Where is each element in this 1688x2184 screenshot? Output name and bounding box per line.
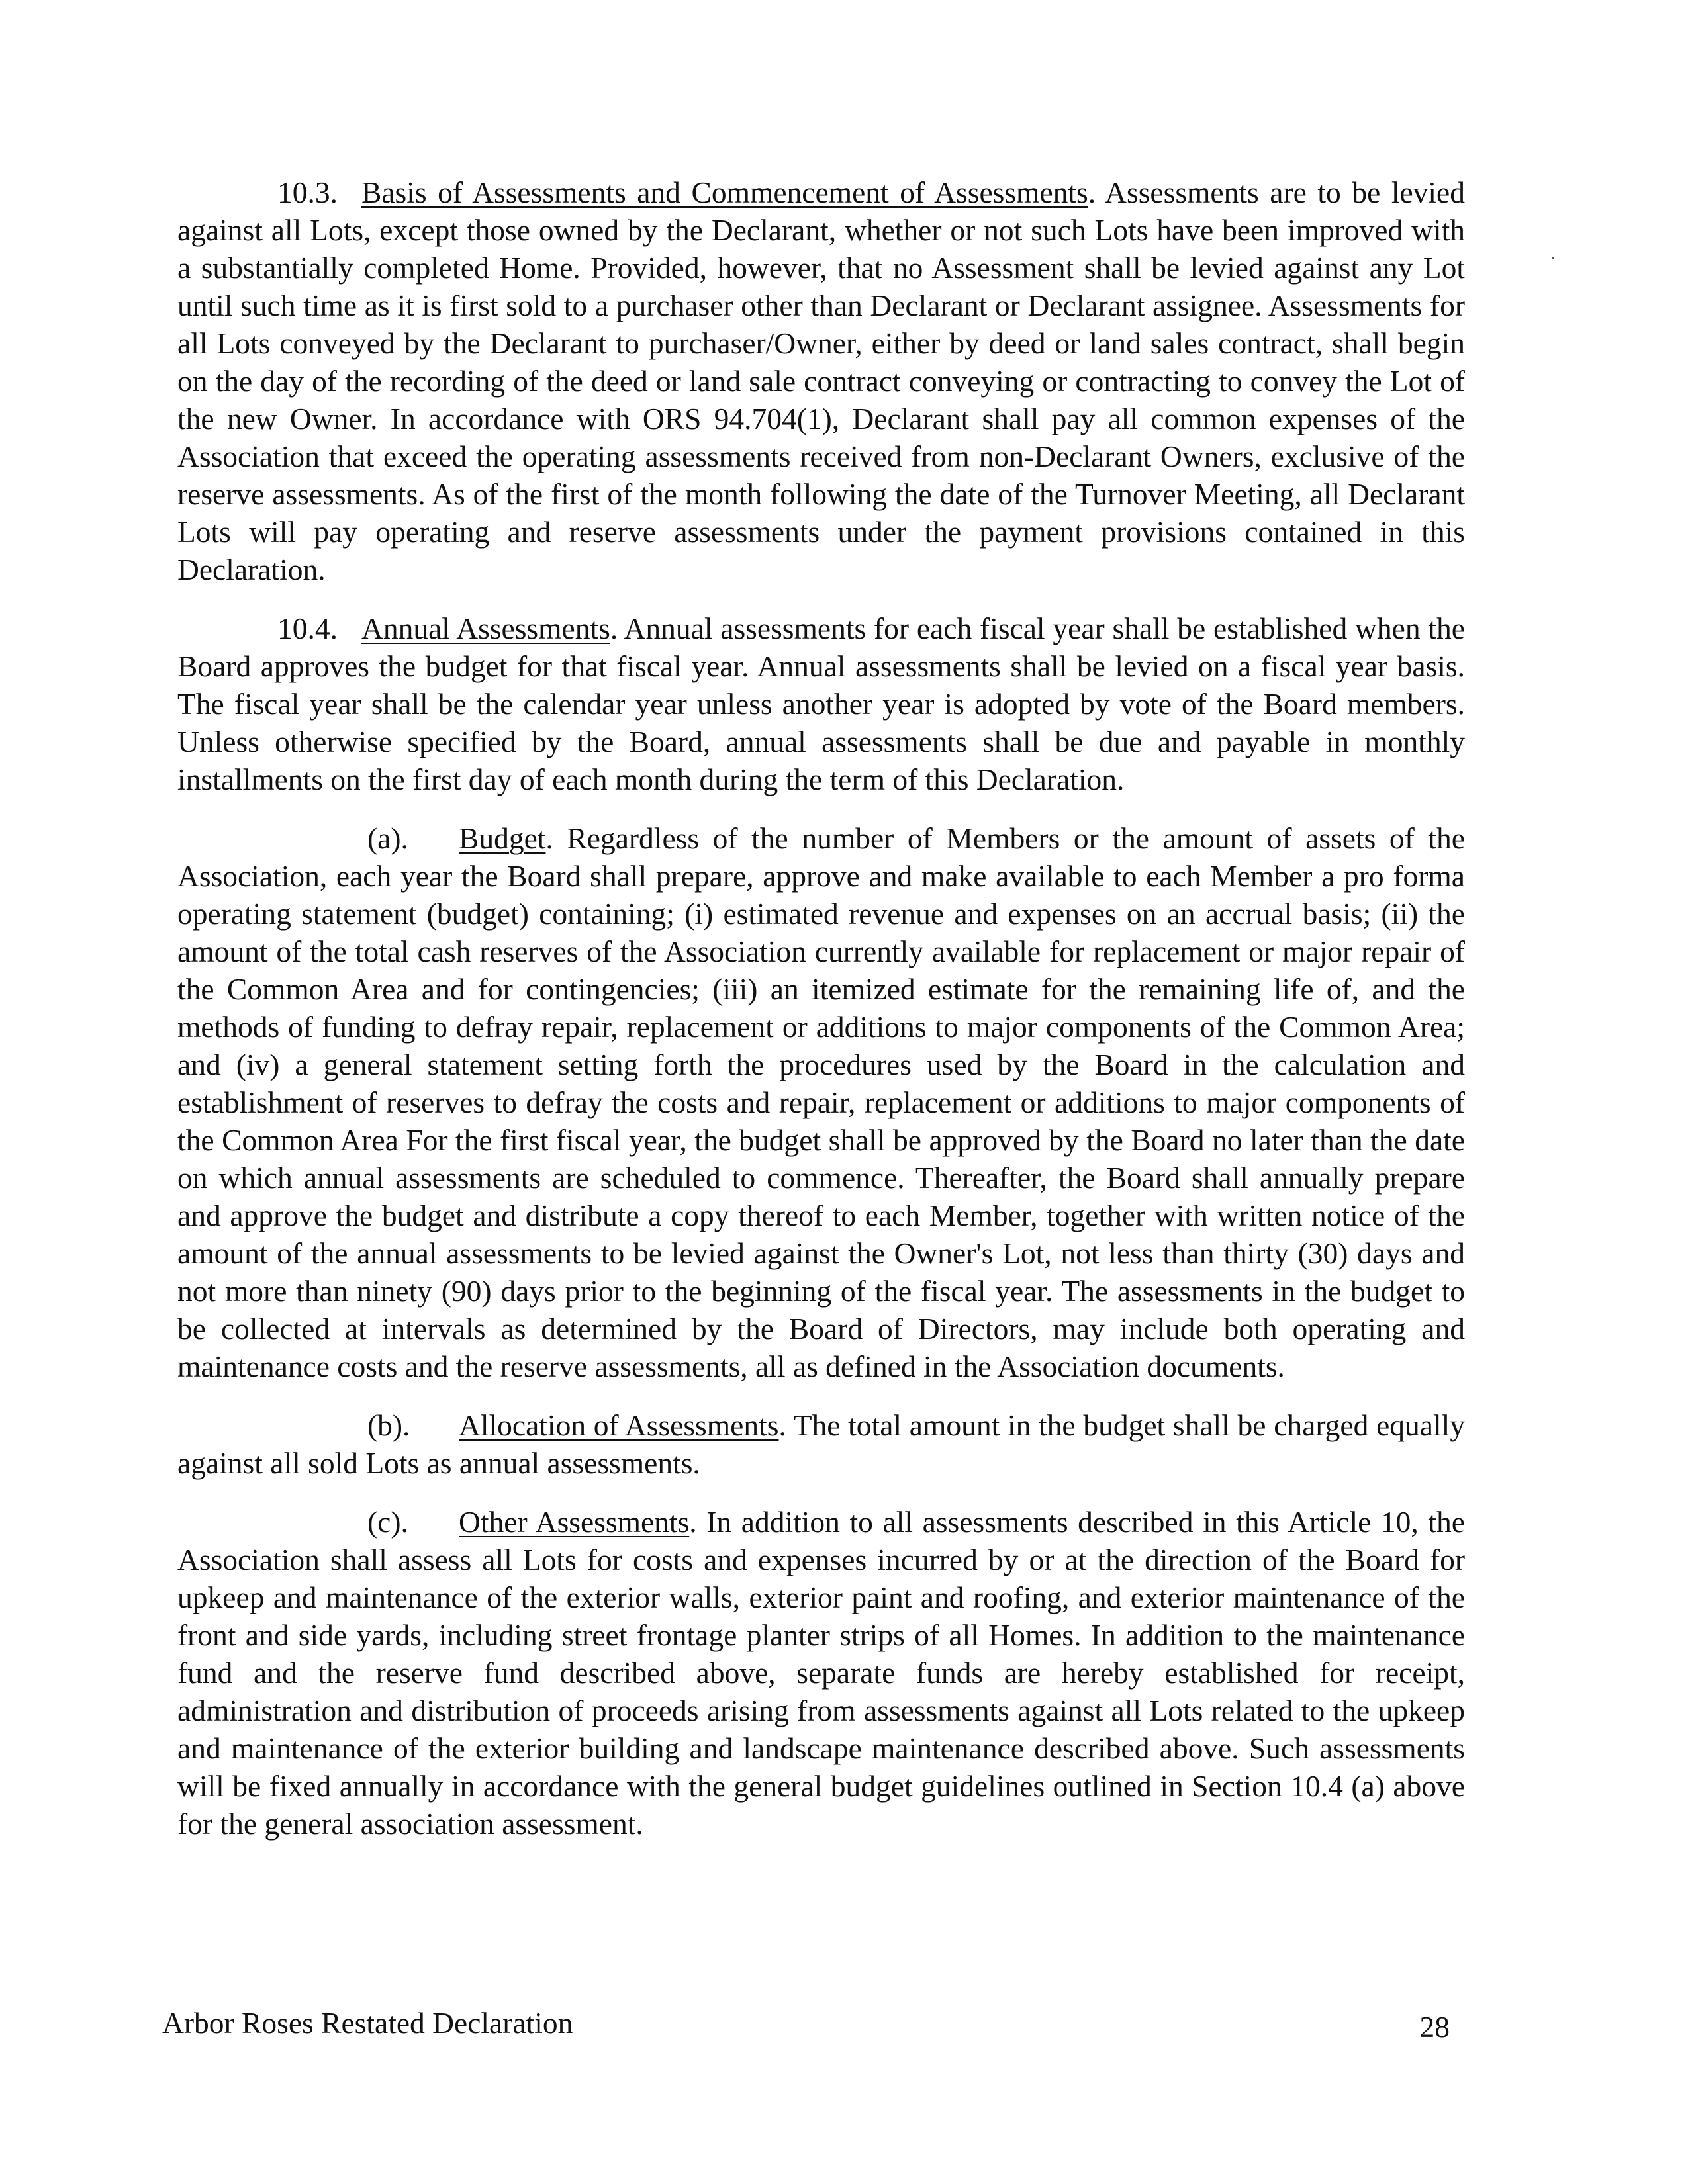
subsection-heading: Other Assessments — [459, 1505, 690, 1539]
subsection-number: (a). — [367, 821, 408, 855]
subsection-a — [177, 819, 1465, 1385]
section-heading: Annual Assessments — [361, 612, 610, 645]
footer-page-number: 28 — [1419, 2010, 1450, 2044]
section-number: 10.3. — [277, 175, 338, 209]
subsection-text: . In addition to all assessments described in this Article 10, the Association shall assess all Lots for costs and expenses incurred by or at the direction of the Board for upkeep and maintenance of the exterior walls, exterior paint and roofing, and exterior maintenance of the front and side yards, including street frontage planter strips of all Homes. In addition to the maintenance fund and the reserve fund described above, separate funds are hereby established for receipt, administration and distribution of proceeds arising from assessments against all Lots related to the upkeep and maintenance of the exterior building and landscape maintenance described above. Such assessments will be fixed annually in accordance with the general budget guidelines outlined in Section 10.4 (a) above for the general association assessment. — [177, 1505, 1465, 1841]
subsection-heading: Allocation of Assessments — [459, 1408, 779, 1442]
document-body — [177, 173, 1465, 1843]
subsection-text: . Regardless of the number of Members or the amount of assets of the Association, each year the Board shall prepare, approve and make available to each Member a pro forma operating statement (budget) containing; (i) estimated revenue and expenses on an accrual basis; (ii) the amount of the total cash reserves of the Association currently available for replacement or major repair of the Common Area and for contingencies; (iii) an itemized estimate for the remaining life of, and the methods of funding to defray repair, replacement or additions to major components of the Common Area; and (iv) a general statement setting forth the procedures used by the Board in the calculation and establishment of reserves to defray the costs and repair, replacement or additions to major components of the Common Area For the first fiscal year, the budget shall be approved by the Board no later than the date on which annual assessments are scheduled to commence. Thereafter, the Board shall annually prepare and approve the budget and distribute a copy thereof to each Member, together with written notice of the amount of the annual assessments to be levied against the Owner's Lot, not less than thirty (30) days and not more than ninety (90) days prior to the beginning of the fiscal year. The assessments in the budget to be collected at intervals as determined by the Board of Directors, may include both operating and maintenance costs and the reserve assessments, all as defined in the Association documents. — [177, 821, 1465, 1383]
subsection-number: (b). — [367, 1408, 410, 1442]
section-text: . Assessments are to be levied against all Lots, except those owned by the Declarant, whether or not such Lots have been improved with a substantially completed Home. Provided, however, that no Assessment shall be levied against any Lot until such time as it is first sold to a purchaser other than Declarant or Declarant assignee. Assessments for all Lots conveyed by the Declarant to purchaser/Owner, either by deed or land sales contract, shall begin on the day of the recording of the deed or land sale contract conveying or contracting to convey the Lot of the new Owner. In accordance with ORS 94.704(1), Declarant shall pay all common expenses of the Association that exceed the operating assessments received from non-Declarant Owners, exclusive of the reserve assessments. As of the first of the month following the date of the Turnover Meeting, all Declarant Lots will pay operating and reserve assessments under the payment provisions contained in this Declaration. — [177, 175, 1465, 586]
section-number: 10.4. — [277, 612, 338, 645]
section-text: . Annual assessments for each fiscal year shall be established when the Board approves the budget for that fiscal year. Annual assessments shall be levied on a fiscal year basis. The fiscal year shall be the calendar year unless another year is adopted by vote of the Board members. Unless otherwise specified by the Board, annual assessments shall be due and payable in monthly installments on the first day of each month during the term of this Declaration. — [177, 612, 1465, 796]
section-heading: Basis of Assessments and Commencement of Assessments — [361, 175, 1088, 209]
subsection-c — [177, 1503, 1465, 1843]
subsection-number: (c). — [367, 1505, 408, 1539]
subsection-heading: Budget — [459, 821, 546, 855]
subsection-text: . The total amount in the budget shall be charged equally against all sold Lots as annual assessments. — [177, 1408, 1465, 1480]
footer-document-title: Arbor Roses Restated Declaration — [162, 2006, 573, 2040]
subsection-b — [177, 1406, 1465, 1482]
scan-speck — [1552, 257, 1554, 259]
section-10-4 — [177, 610, 1465, 798]
section-10-3 — [177, 173, 1465, 588]
